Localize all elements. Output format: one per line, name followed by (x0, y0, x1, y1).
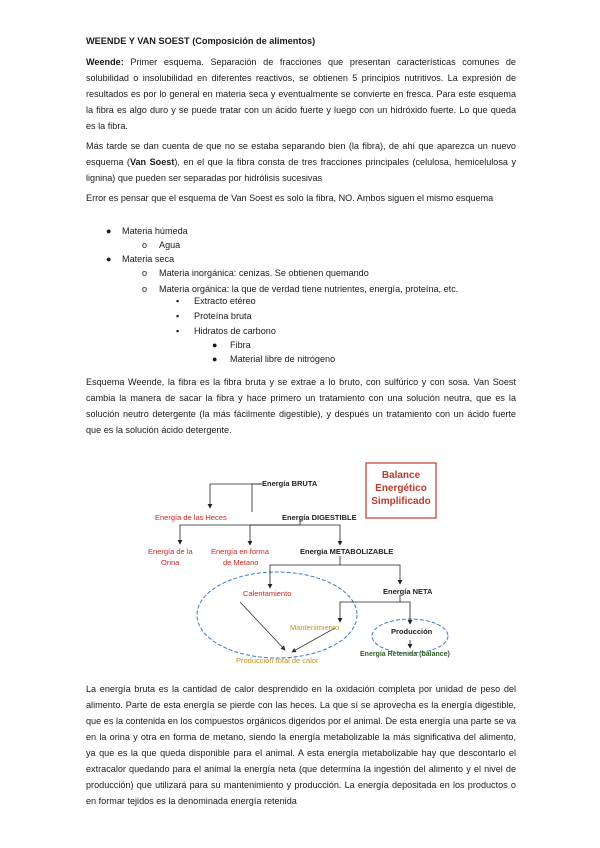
bullet-dot: ● (106, 226, 112, 236)
paragraph-energia: La energía bruta es la cantidad de calor desprendido en la oxidación completa por unidad de peso del alimento. Parte de esta energía se pierde con las heces. La que sí se aprovecha es la energía digestible, que es la contenida en los compuestos orgánicos digeridos por el animal. De esta energía una parte se va en la orina y otra en forma de metano, siendo la energía metabolizable la más significativa del alimento, ya que es la que queda disponible para el animal. A esta energía metabolizable hay que descontarlo el extracalor quedando para el animal la energía neta (que determina la ingestión del alimento y el nivel de producción) que utilizará para su mantenimiento y producción. La energía depositada en los productos o en formar tejidos es la denominada energía retenida (86, 684, 516, 806)
list-item-materia-organica: Materia orgánica: la que de verdad tiene nutrientes, energía, proteína, etc. (159, 284, 459, 294)
list-item-materia-inorganica: Materia inorgánica: cenizas. Se obtienen quemando (159, 268, 369, 278)
energia-metabolizable: Energía METABOLIZABLE (300, 547, 394, 556)
energia-digestible: Energía DIGESTIBLE (282, 513, 357, 522)
mantenimiento: Mantenimiento (290, 623, 340, 632)
list-item-extracto-etereo: Extracto etéreo (194, 296, 256, 306)
metabolizable-ellipse (197, 572, 357, 658)
list-item-fibra: Fibra (230, 340, 251, 350)
document-title: WEENDE Y VAN SOEST (Composición de alimentos) (86, 36, 316, 46)
bullet-dot: ● (212, 340, 218, 350)
van-soest-text-c: ), en el que la fibra consta de tres fracciones principales (celulosa, hemicelulosa y lignina) que pueden ser separadas por hidrólisis sucesivas (86, 157, 516, 183)
energia-metano-line1: Energía en forma (211, 547, 269, 556)
list-item-materia-humeda: Materia húmeda (122, 226, 188, 236)
energia-metano-line2: de Metano (223, 558, 259, 567)
produccion: Producción (391, 627, 433, 636)
bullet-dot: ● (106, 254, 112, 264)
bullet-dot: ● (212, 354, 218, 364)
energia-retenida: Energía Retenida (balance) (360, 651, 450, 658)
list-item-materia-seca: Materia seca (122, 254, 175, 264)
energia-orina-line2: Orina (161, 558, 180, 567)
van-soest-label: Van Soest (129, 157, 175, 167)
weende-label: Weende: (86, 57, 124, 67)
energia-heces: Energía de las Heces (155, 513, 227, 522)
list-item-hidratos: Hidratos de carbono (194, 326, 276, 336)
bullet-square: ▪ (176, 311, 180, 321)
calentamiento: Calentamiento (243, 589, 292, 598)
balance-box-line2: Energético (375, 483, 427, 494)
produccion-total-calor: Producción total de calor (236, 656, 319, 665)
bullet-square: ▪ (176, 326, 180, 336)
energia-orina-line1: Energía de la (148, 547, 193, 556)
bullet-circle: o (142, 268, 148, 278)
van-soest-text-a: Más tarde se dan cuenta de que no se estaba separando bien (la fibra), de ahí que aparezca un nuevo esquema ( (86, 141, 516, 167)
list-item-agua: Agua (159, 240, 181, 250)
list-item-proteina-bruta: Proteína bruta (194, 311, 252, 321)
balance-box-line1: Balance (381, 470, 421, 481)
energia-bruta: Energía BRUTA (262, 479, 318, 488)
bullet-square: ▪ (176, 296, 180, 306)
bullet-circle: o (142, 240, 148, 250)
paragraph-esquema-weende: Esquema Weende, la fibra es la fibra bruta y se extrae a lo bruto, con sulfúrico y con sosa. Van Soest cambia la manera de sacar la fibra y hace primero un tratamiento con una solución neutra, que es la solución neutro detergente (la más fácilmente digestible), y después un tratamiento con un ácido fuerte que es la solución ácido detergente. (86, 377, 516, 435)
weende-text: Primer esquema. Separación de fracciones que presentan características comunes de solubilidad o insolubilidad en diferentes reactivos, se obtienen 5 principios nutritivos. La expresión de resultados es por lo general en materia seca y eventualmente se convierte en fresca. Para este esquema la fibra es algo duro y se puede tratar con un ácido fuerte y luego con un hidróxido fuerte. Lo que queda es la fibra. (86, 57, 516, 131)
energia-neta: Energía NETA (383, 587, 433, 596)
balance-box-line3: Simplificado (371, 496, 431, 507)
bullet-circle: o (142, 284, 148, 294)
list-item-material-libre: Material libre de nitrógeno (230, 354, 336, 364)
paragraph-error: Error es pensar que el esquema de Van Soest es solo la fibra, NO. Ambos siguen el mismo esquema (86, 193, 494, 203)
